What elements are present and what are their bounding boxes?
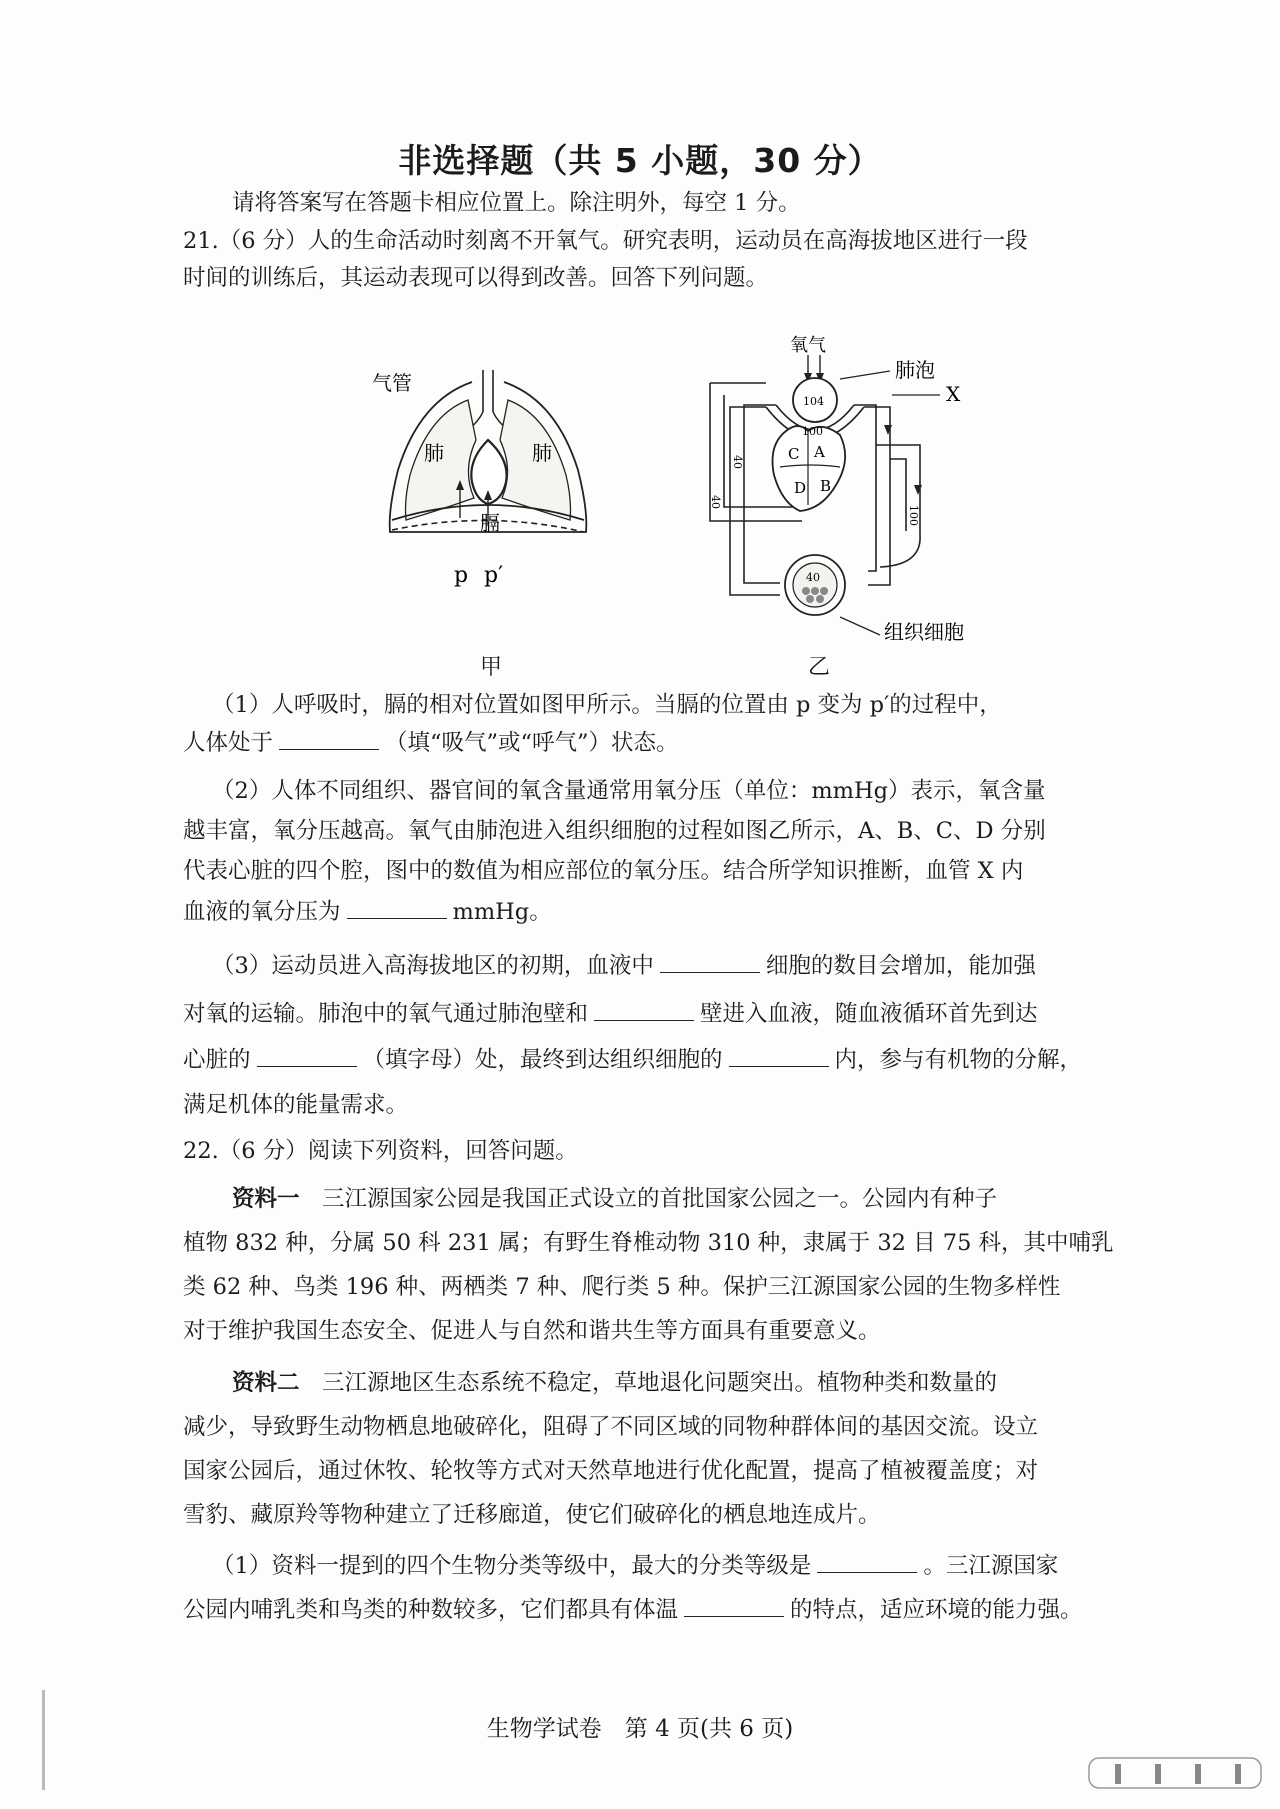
material2-label: 资料二	[232, 1370, 300, 1396]
q21-part1-line1: （1）人呼吸时，膈的相对位置如图甲所示。当膈的位置由 p 变为 p′的过程中，	[212, 692, 1002, 718]
figure-yi-caption: 乙	[808, 655, 831, 680]
figure-yi-circulation	[690, 335, 990, 655]
q21-part1-line2: 人体处于 （填“吸气”或“呼气”）状态。	[183, 727, 679, 758]
section-title: 非选择题（共 5 小题，30 分）	[398, 141, 882, 180]
q21-part2-line4: 血液的氧分压为 mmHg。	[183, 896, 552, 927]
q22-material2-line3: 国家公园后，通过休牧、轮牧等方式对天然草地进行优化配置，提高了植被覆盖度；对	[183, 1458, 1039, 1484]
chamber-b: B	[820, 477, 832, 495]
label-alveolus: 肺泡	[895, 358, 935, 382]
answer-blank[interactable]	[729, 1044, 829, 1067]
material1-label: 资料一	[232, 1186, 300, 1212]
value-alveolus-104: 104	[803, 395, 824, 408]
answer-blank[interactable]	[817, 1550, 917, 1573]
q22-material1-line3: 类 62 种、鸟类 196 种、两栖类 7 种、爬行类 5 种。保护三江源国家公园的生物多样性	[183, 1274, 1061, 1300]
q22-material1-line1: 资料一 三江源国家公园是我国正式设立的首批国家公园之一。公园内有种子	[232, 1186, 998, 1212]
value-left-40-inner: 40	[731, 455, 744, 469]
q22-stem: 22.（6 分）阅读下列资料，回答问题。	[183, 1138, 578, 1164]
answer-blank[interactable]	[684, 1594, 784, 1617]
q21-part2-line1: （2）人体不同组织、器官间的氧含量通常用氧分压（单位：mmHg）表示，氧含量	[212, 778, 1046, 804]
q21-stem-line1: 21.（6 分）人的生命活动时刻离不开氧气。研究表明，运动员在高海拔地区进行一段	[183, 228, 1028, 254]
q22-part1-line2: 公园内哺乳类和鸟类的种数较多，它们都具有体温 的特点，适应环境的能力强。	[183, 1594, 1083, 1625]
value-top-100: 100	[802, 425, 823, 438]
scan-artifact-icon	[1085, 1754, 1265, 1794]
label-diaphragm: 膈	[480, 511, 500, 535]
chamber-a: A	[814, 443, 825, 461]
answer-blank[interactable]	[347, 896, 447, 919]
value-tissue-40: 40	[806, 571, 820, 584]
q21-stem-line2: 时间的训练后，其运动表现可以得到改善。回答下列问题。	[183, 265, 769, 291]
q21-part2-line2: 越丰富，氧分压越高。氧气由肺泡进入组织细胞的过程如图乙所示，A、B、C、D 分别	[183, 818, 1046, 844]
instructions: 请将答案写在答题卡相应位置上。除注明外，每空 1 分。	[232, 190, 801, 216]
label-vessel-x: X	[946, 382, 961, 406]
q21-part2-line3: 代表心脏的四个腔，图中的数值为相应部位的氧分压。结合所学知识推断，血管 X 内	[183, 858, 1024, 884]
label-lung-right: 肺	[532, 441, 552, 465]
label-p-prime: p′	[484, 563, 504, 588]
label-trachea: 气管	[372, 371, 412, 395]
q22-material2-line2: 减少，导致野生动物栖息地破碎化，阻碍了不同区域的同物种群体间的基因交流。设立	[183, 1414, 1039, 1440]
figure-jia-caption: 甲	[480, 655, 503, 680]
label-p: p	[454, 563, 469, 588]
q21-part3-line4: 满足机体的能量需求。	[183, 1092, 409, 1118]
answer-blank[interactable]	[257, 1044, 357, 1067]
left-edge-line	[42, 1690, 45, 1790]
label-oxygen: 氧气	[790, 335, 826, 356]
label-lung-left: 肺	[424, 441, 444, 465]
figure-jia-lungs	[372, 360, 600, 600]
chamber-c: C	[788, 445, 800, 463]
q21-part3-line1: （3）运动员进入高海拔地区的初期，血液中 细胞的数目会增加，能加强	[212, 950, 1036, 981]
q22-material2-line4: 雪豹、藏原羚等物种建立了迁移廊道，使它们破碎化的栖息地连成片。	[183, 1502, 881, 1528]
q22-part1-line1: （1）资料一提到的四个生物分类等级中，最大的分类等级是 。三江源国家	[212, 1550, 1058, 1581]
answer-blank[interactable]	[279, 727, 379, 750]
page-footer: 生物学试卷 第 4 页(共 6 页)	[486, 1716, 794, 1742]
q22-material1-line4: 对于维护我国生态安全、促进人与自然和谐共生等方面具有重要意义。	[183, 1318, 881, 1344]
q22-material2-line1: 资料二 三江源地区生态系统不稳定，草地退化问题突出。植物种类和数量的	[232, 1370, 998, 1396]
label-tissue-cells: 组织细胞	[884, 620, 964, 644]
q22-material1-line2: 植物 832 种，分属 50 科 231 属；有野生脊椎动物 310 种，隶属于 32 目 75 科，其中哺乳	[183, 1230, 1114, 1256]
value-left-40-outer: 40	[709, 495, 722, 509]
chamber-d: D	[794, 479, 807, 497]
q21-part3-line3: 心脏的 （填字母）处，最终到达组织细胞的 内，参与有机物的分解，	[183, 1044, 1082, 1075]
value-right-100: 100	[907, 505, 920, 526]
answer-blank[interactable]	[594, 998, 694, 1021]
answer-blank[interactable]	[660, 950, 760, 973]
q21-part3-line2: 对氧的运输。肺泡中的氧气通过肺泡壁和 壁进入血液，随血液循环首先到达	[183, 998, 1038, 1029]
